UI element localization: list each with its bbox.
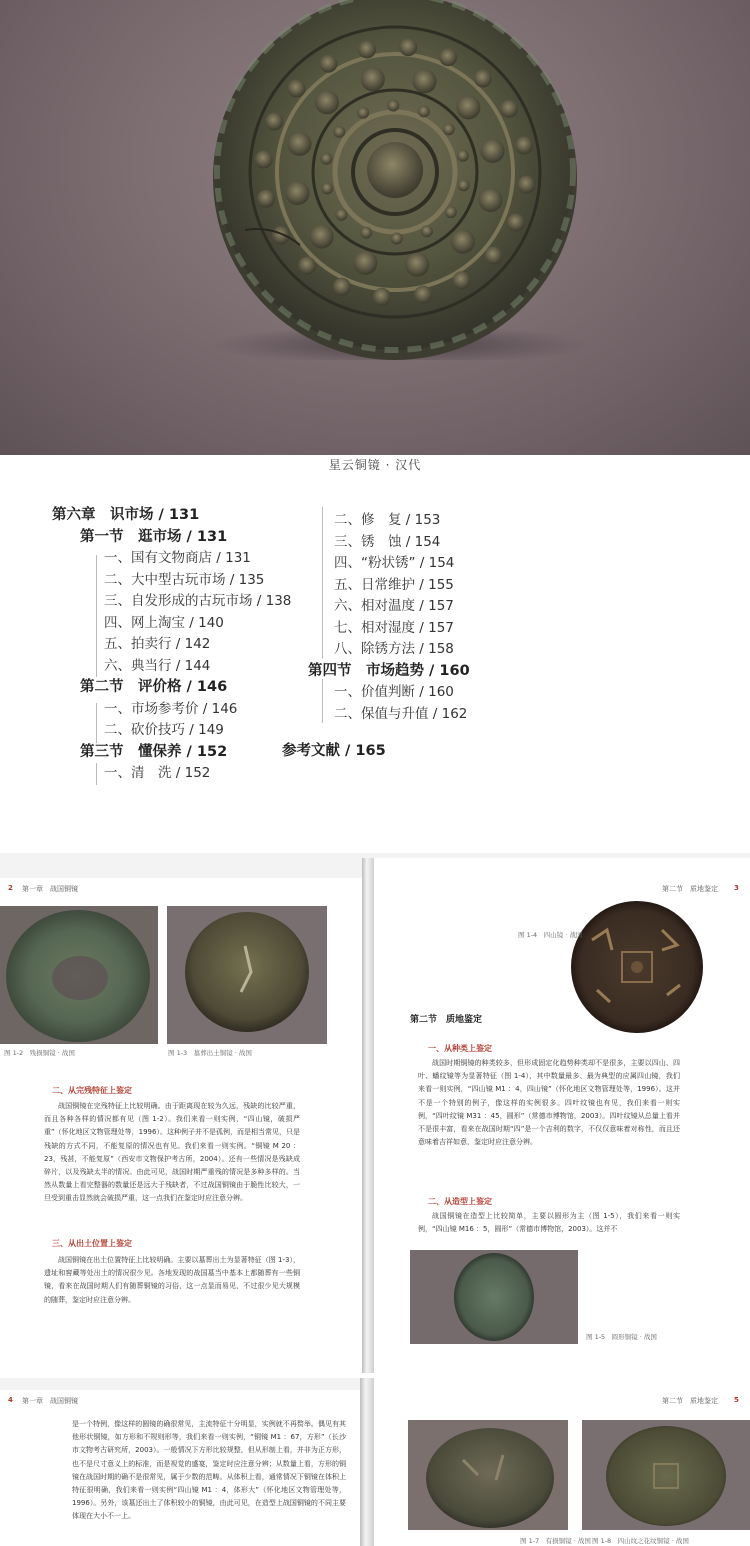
spread1-right-heading-2: 二、从造型上鉴定 — [428, 1197, 492, 1206]
mirror-boss — [265, 113, 283, 131]
mirror-boss — [481, 139, 505, 163]
mirror-boss — [453, 271, 471, 289]
mirror-boss — [285, 181, 309, 205]
photo-fig-1-4 — [562, 900, 712, 1035]
toc-rule-1c — [96, 763, 97, 785]
photo-fig-1-7 — [408, 1420, 568, 1530]
mirror-boss — [456, 95, 480, 119]
spread1-left-heading-2: 二、从完残特征上鉴定 — [52, 1086, 132, 1095]
toc-entry[interactable]: 二、砍价技巧 / 149 — [104, 722, 224, 738]
toc-entry[interactable]: 二、保值与升值 / 162 — [334, 705, 468, 722]
hero-caption: 星云铜镜 · 汉代 — [328, 458, 422, 472]
mirror-boss — [479, 188, 503, 212]
toc-rule-2a — [322, 507, 323, 659]
spread1-left-paragraph-2: 战国铜镜在出土位置特征上比较明确。主要以墓葬出土为显著特征（图 1-3），遗址和窖藏等处出土的情况很少见。各地发现的战国墓当中基本上都随葬有一些铜镜，看来在战国时期人们有随葬铜镜的习俗，这一点显而易见，不过很少见大规模的随葬，鉴定时应注意分辨。 — [44, 1256, 300, 1304]
toc-entry[interactable]: 第一节 逛市场 / 131 — [80, 528, 228, 545]
spread1-left-heading-3: 三、从出土位置上鉴定 — [52, 1239, 132, 1248]
hero-photo — [0, 0, 750, 455]
mirror-boss — [319, 55, 337, 73]
mirror-boss — [360, 227, 372, 239]
mirror-boss — [517, 176, 535, 194]
mirror-boss — [310, 225, 334, 249]
mirror-boss — [399, 38, 417, 56]
mirror-boss — [287, 132, 311, 156]
spread1-left-paragraph-1: 战国铜镜在完残特征上比较明确。由于距离现在较为久远，残缺的比较严重，而且各种各样的情况都有见（图 1-2）。我们来看一则实例，“四山镜，破损严重”（怀化地区文物管理处等，1996）。这种例子并不是孤例，而是相当常见，只是残缺的方式不同，不能复原的情况也有见。我们来看一则实例。“铜镜 M 20 ：23，残甚，不能复原”（西安市文物保护考古所，2004）。还有一些情况是残缺成碎片，以及残缺太半的情况。由此可见，战国时期严重残的情况是多种多样的。当然从数量上看完整器的数量还是远大于残缺者，不过战国铜镜由于脆性比较大，一旦受到重击显然就会破损严重，这一点我们在鉴定时应注意分辨。 — [44, 1102, 300, 1203]
mirror-boss — [439, 48, 457, 66]
spread1-right-section-title: 第二节 质地鉴定 — [410, 1015, 483, 1025]
fig-1-3-caption: 图 1-3 墓葬出土铜镜 · 战国 — [168, 1049, 252, 1057]
mirror-boss — [287, 80, 305, 98]
toc-entry[interactable]: 四、网上淘宝 / 140 — [104, 614, 224, 631]
spread2-left-paragraph-1: 是一个特例，像这样的圆镜的确很常见，主流特征十分明显，实例就不再赘举。偶见有其他形状铜镜，如方形和不规则形等，我们来看一则实例，“铜镜 M1 ：67，方形”（长沙市文物考古研究所，2003）。一般情况下方形比较规整，但从形制上看，并非为正方形，也不是尺寸意义上的标准，而是视觉的盛宴，鉴定时应注意分辨；从数量上看，方形的铜镜在战国时期的确不是很常见，属于少数的范畴。从体积上看，通常情况下铜镜在体积上特征很明确，我们来看一则实例“四山镜 M1 ：4，体形大”（怀化地区文物管理处等，1996）。另外，该墓还出土了体积较小的铜镜，由此可见，在造型上战国铜镜的不同主要体现在大小不一上。 — [72, 1420, 346, 1521]
toc-entry[interactable]: 一、清 洗 / 152 — [104, 765, 211, 781]
toc-entry[interactable]: 一、价值判断 / 160 — [334, 684, 454, 700]
spread1-right-heading-1: 一、从种类上鉴定 — [428, 1044, 492, 1053]
fig-1-5-caption: 图 1-5 圆形铜镜 · 战国 — [586, 1333, 657, 1341]
mirror-boss — [361, 67, 385, 91]
mirror-boss — [418, 105, 430, 117]
mirror-boss — [445, 206, 457, 218]
mirror-boss — [255, 150, 273, 168]
toc-entry[interactable]: 第三节 懂保养 / 152 — [80, 743, 228, 760]
mirror-boss — [257, 190, 275, 208]
mirror-boss — [421, 225, 433, 237]
mirror-boss — [358, 40, 376, 58]
toc-entry[interactable]: 五、日常维护 / 155 — [334, 576, 454, 593]
toc-entry[interactable]: 第四节 市场趋势 / 160 — [308, 662, 470, 679]
toc-rule-2b — [322, 679, 323, 723]
mirror-boss — [413, 69, 437, 93]
photo-fig-1-5 — [410, 1250, 578, 1344]
spread2-right-running-head: 第二节 质地鉴定 — [662, 1397, 718, 1405]
toc-entry[interactable]: 八、除锈方法 / 158 — [334, 641, 454, 657]
toc-entry[interactable]: 四、“粉状锈” / 154 — [334, 555, 455, 571]
toc-rule-1b — [96, 703, 97, 743]
mirror-boss — [391, 232, 403, 244]
spread1-right-paragraph-1: 战国时期铜镜的种类较多，但形成固定化趋势种类却不是很多，主要以四山、四叶、蟠纹镜等为显著特征（图 1-4），其中数量最多、最为典型的应属四山镜，我们来看一则实例，“四山镜 M1 ：4，四山镜”（怀化地区文物管理处等，1996）。这并不是一个特别的例子，像这样的实例很多。四叶纹镜也有见，我们来看一则实例，“四叶纹镜 M31 ：45，圆形”（常德市博物馆，2003）。四叶纹镜从总量上看并不是很丰富，看来在战国时期“四”是一个吉利的数字，不仅仅意味着对称性，而且还意味着吉祥如意，鉴定时应注意分辨。 — [418, 1059, 680, 1147]
mirror-boss — [474, 69, 492, 87]
spread2-left-page-number: 4 — [8, 1396, 13, 1404]
fig-1-4-caption: 图 1-4 四山镜 · 战国 — [518, 931, 583, 939]
spread2-right-page-number: 5 — [734, 1396, 739, 1404]
toc-entry[interactable]: 七、相对湿度 / 157 — [334, 619, 454, 636]
mirror-boss — [458, 179, 470, 191]
spread1-right-running-head: 第二节 质地鉴定 — [662, 885, 718, 893]
mirror-boss — [335, 209, 347, 221]
mirror-boss — [387, 100, 399, 112]
mirror-boss — [298, 257, 316, 275]
mirror-boss — [405, 253, 429, 277]
mirror-boss — [485, 246, 503, 264]
toc-entry[interactable]: 一、国有文物商店 / 131 — [104, 550, 251, 566]
photo-fig-1-3 — [167, 906, 327, 1044]
spread1-right-page-number: 3 — [734, 884, 739, 892]
bronze-mirror-image — [205, 0, 585, 360]
spread2-left-running-head: 第一章 战国铜镜 — [22, 1397, 78, 1405]
mirror-boss — [373, 288, 391, 306]
toc-references[interactable]: 参考文献 / 165 — [282, 743, 386, 759]
mirror-boss — [272, 226, 290, 244]
spread1-right-paragraph-2: 战国铜镜在造型上比较简单，主要以圆形为主（图 1-5），我们来看一则实例，“四山镜 M16 ：5，圆形”（常德市博物馆，2003）。这并不 — [418, 1212, 680, 1234]
mirror-boss — [451, 230, 475, 254]
toc-entry[interactable]: 三、自发形成的古玩市场 / 138 — [104, 593, 292, 609]
photo-fig-1-2 — [0, 906, 158, 1044]
mirror-boss — [507, 213, 525, 231]
toc-entry[interactable]: 第六章 识市场 / 131 — [52, 507, 200, 523]
mirror-boss — [515, 136, 533, 154]
spread1-gutter — [362, 858, 374, 1373]
mirror-boss — [333, 126, 345, 138]
spread2-gutter — [360, 1378, 374, 1546]
mirror-boss — [320, 153, 332, 165]
mirror-boss — [315, 90, 339, 114]
fig-1-8-caption: 图 1-8 四山纹之花纹铜镜 · 战国 — [592, 1537, 689, 1545]
mirror-boss — [443, 123, 455, 135]
spread1-left-page-number: 2 — [8, 884, 13, 892]
toc-entry[interactable]: 第二节 评价格 / 146 — [80, 679, 228, 695]
toc-entry[interactable]: 六、典当行 / 144 — [104, 657, 211, 674]
toc-entry[interactable]: 五、拍卖行 / 142 — [104, 636, 211, 652]
mirror-boss — [321, 182, 333, 194]
fig-1-2-caption: 图 1-2 残损铜镜 · 战国 — [4, 1049, 75, 1057]
spread1-left-running-head: 第一章 战国铜镜 — [22, 885, 78, 893]
toc-entry[interactable]: 三、锈 蚀 / 154 — [334, 533, 441, 550]
toc-entry[interactable]: 六、相对温度 / 157 — [334, 598, 454, 614]
photo-fig-1-8 — [582, 1420, 750, 1530]
toc-entry[interactable]: 二、修 复 / 153 — [334, 512, 441, 528]
mirror-boss — [500, 100, 518, 118]
toc-entry[interactable]: 二、大中型古玩市场 / 135 — [104, 571, 265, 588]
toc-rule-1a — [96, 555, 97, 677]
mirror-boss — [353, 251, 377, 275]
mirror-boss — [357, 107, 369, 119]
fig-1-7-caption: 图 1-7 有损铜镜 · 战国 — [520, 1537, 591, 1545]
toc-entry[interactable]: 一、市场参考价 / 146 — [104, 700, 238, 717]
mirror-boss — [457, 150, 469, 162]
mirror-boss — [414, 286, 432, 304]
mirror-boss — [333, 278, 351, 296]
